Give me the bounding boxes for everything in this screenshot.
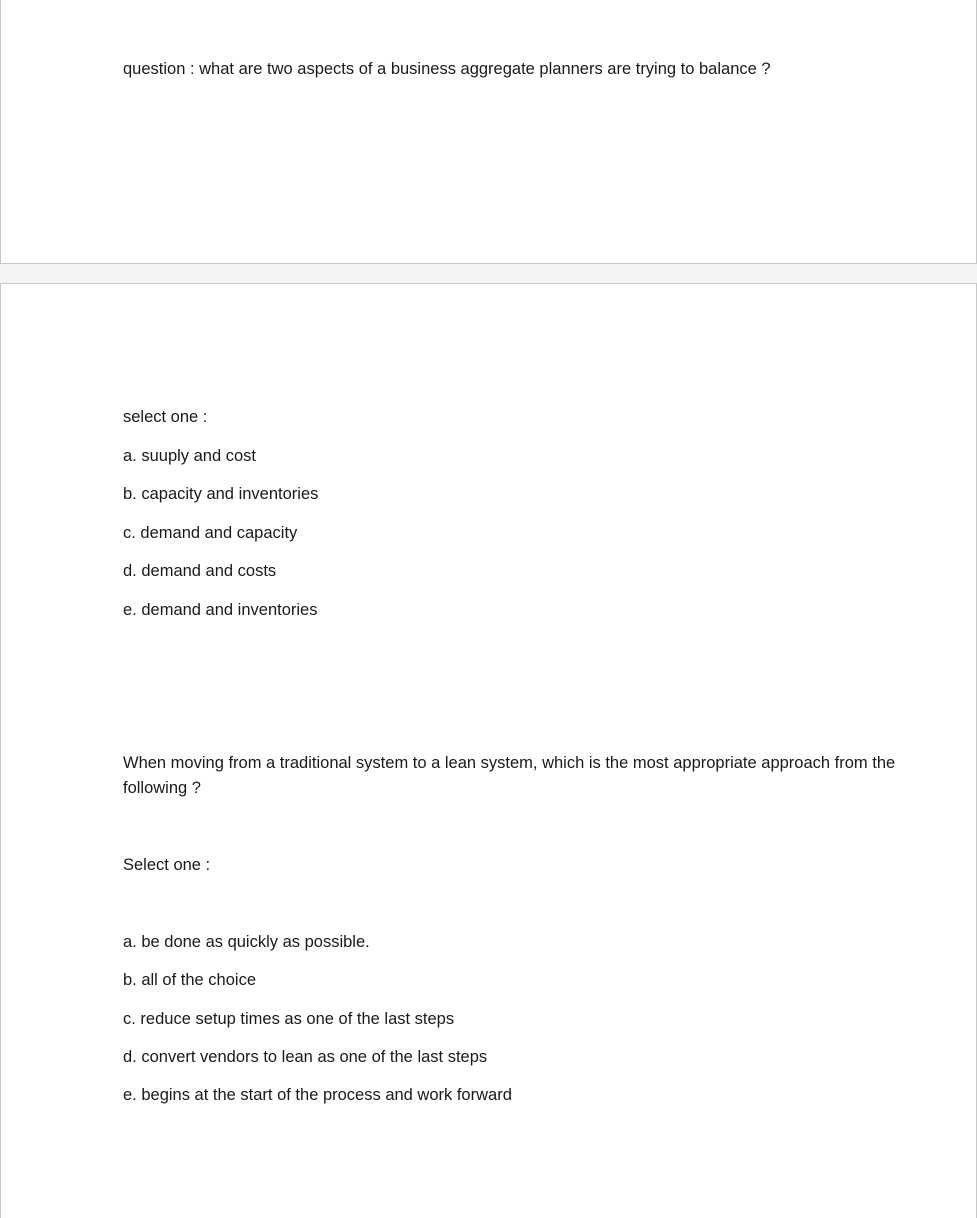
question-1-option-e: e. demand and inventories	[123, 601, 318, 619]
question-2-option-e: e. begins at the start of the process and work forward	[123, 1086, 512, 1104]
question-2-option-b: b. all of the choice	[123, 971, 256, 989]
question-1-option-c: c. demand and capacity	[123, 524, 298, 542]
question-2-text: When moving from a traditional system to a lean system, which is the most appropriate approach from the following ?	[123, 754, 896, 797]
page-separator	[0, 264, 977, 283]
question-1-option-d: d. demand and costs	[123, 562, 277, 580]
question-2-option-d: d. convert vendors to lean as one of the last steps	[123, 1048, 488, 1066]
question-1-text: question : what are two aspects of a business aggregate planners are trying to balance ?	[123, 60, 771, 78]
question-2-option-c: c. reduce setup times as one of the last steps	[123, 1010, 455, 1028]
question-1-option-a: a. suuply and cost	[123, 447, 256, 465]
question-2-select-label: Select one :	[123, 856, 211, 874]
document-page-1	[0, 0, 977, 264]
question-1-select-label: select one :	[123, 408, 208, 426]
document-page-2	[0, 283, 977, 1218]
question-1-option-b: b. capacity and inventories	[123, 485, 319, 503]
question-2-option-a: a. be done as quickly as possible.	[123, 933, 370, 951]
